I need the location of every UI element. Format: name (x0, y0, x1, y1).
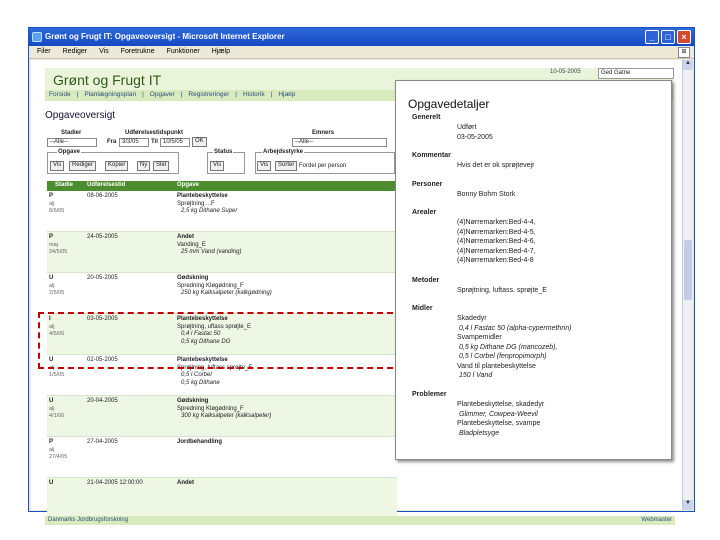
row-sub2: 8/6/05 (49, 208, 65, 214)
stadie-cell: U (49, 275, 54, 281)
task-title: Plantebeskyttelse (177, 193, 228, 199)
task-title: Andet (177, 234, 194, 240)
table-row[interactable] (47, 191, 397, 232)
fra-label: Fra (107, 139, 117, 145)
footer-org[interactable]: Danmarks Jordbrugsforskning (48, 517, 129, 523)
table-row[interactable] (47, 273, 397, 314)
page-footer (45, 516, 675, 525)
nav-hjaelp[interactable]: Hjælp (278, 91, 296, 98)
task-agent: 25 mm Vand (vanding) (181, 249, 242, 255)
task-agent-2: 0,5 kg Dithane DG (181, 339, 231, 345)
section-line: Hvis det er ok sprøjtevejr (457, 162, 535, 169)
task-agent-2: 0,5 kg Dithane (181, 380, 220, 386)
section-line: Svampemidler (457, 334, 502, 341)
stadier-label: Stadier (61, 130, 82, 136)
date-cell: 08-06-2005 (87, 193, 118, 199)
close-button[interactable]: × (677, 30, 691, 44)
footer-webmaster[interactable]: Webmaster (641, 517, 672, 523)
section-line: Skadedyr (457, 315, 487, 322)
row-sub2: 1/5/05 (49, 372, 65, 378)
menu-tools[interactable]: Funktioner (166, 48, 200, 55)
section-line: (4)Nørremarken:Bed-4-8 (457, 257, 534, 264)
date-cell: 20-04-2005 (87, 398, 118, 404)
row-sub1: alj (49, 406, 55, 412)
title-bar (29, 28, 694, 46)
menu-help[interactable]: Hjælp (211, 48, 230, 55)
page-title: Opgaveoversigt (45, 110, 116, 121)
row-sub1: alj (49, 447, 55, 453)
fra-input[interactable]: 3/3/05 (119, 138, 149, 147)
table-row[interactable] (47, 437, 397, 478)
table-row[interactable] (47, 396, 397, 437)
nav-planlaegning[interactable]: Planlægningsplan (84, 91, 137, 98)
menu-view[interactable]: Vis (99, 48, 109, 55)
task-agent: 0,5 l Corbel (181, 372, 212, 378)
task-method: Sprøjtning, uftass sprøjte_E (177, 324, 252, 330)
date-cell: 24-05-2005 (87, 234, 118, 240)
arbejd-label: Arbejdsstyrke (263, 149, 304, 155)
nav-forside[interactable]: Forside (49, 91, 71, 98)
arbejd-sorter-button[interactable]: Sorter (275, 161, 297, 171)
date-cell: 03-05-2005 (87, 316, 118, 322)
selected-row-highlight (38, 312, 423, 369)
fordel-checkbox-label[interactable]: Fordel per person (299, 163, 347, 169)
nav-opgaver[interactable]: Opgaver (149, 91, 175, 98)
section-label: Metoder (412, 277, 440, 284)
section-line: Plantebeskyttelse, skadedyr (457, 401, 545, 408)
task-method: Spredning Kløgødning_F (177, 283, 244, 289)
row-sub2: 24/5/05 (49, 249, 68, 255)
section-line: (4)Nørremarken:Bed-4-6, (457, 238, 536, 245)
site-nav: Forside | Planlægningsplan | Opgaver | Registreringer | Historik | Hjælp (45, 90, 673, 101)
emners-label: Emners (312, 130, 335, 136)
row-sub1: alj (49, 283, 55, 289)
section-line: Sprøjtning, luftass. sprøjte_E (457, 287, 547, 294)
ie-icon (32, 32, 42, 42)
section-line: Bonny Bohm Stork (457, 191, 516, 198)
section-line: 03-05-2005 (457, 133, 493, 141)
section-line: 150 l Vand (459, 372, 493, 379)
scroll-up-icon[interactable]: ▲ (683, 60, 693, 70)
stadie-cell: P (49, 439, 54, 445)
ok-button[interactable]: OK (192, 137, 207, 147)
current-date: 10-05-2005 (550, 69, 581, 75)
row-sub1: alj (49, 201, 55, 207)
til-input[interactable]: 10/5/05 (160, 138, 190, 147)
section-label: Kommentar (412, 152, 451, 159)
stadie-cell: P (49, 234, 54, 240)
opgave-rediger-button[interactable]: Rediger (69, 161, 96, 171)
section-line: 0,5 kg Dithane DG (mancozeb), (459, 343, 558, 351)
row-sub2: 27/4/05 (49, 454, 68, 460)
udfoer-label: Udførelsestidspunkt (125, 130, 184, 136)
table-row[interactable] (47, 478, 397, 519)
row-sub1: alj (49, 365, 55, 371)
til-label: Til (151, 139, 158, 145)
date-cell: 27-04-2005 (87, 439, 118, 445)
task-title: Plantebeskyttelse (177, 316, 228, 322)
status-label: Status (214, 149, 233, 155)
section-line: Glimmer, Cowpea-Weevil (459, 410, 538, 418)
task-agent: 250 kg Kalksalpeter (kalkgødning) (181, 290, 272, 296)
site-title: Grønt og Frugt IT (53, 72, 162, 88)
task-agent: 0,4 l Fastac 50 (181, 331, 221, 337)
emners-select[interactable]: --Alle-- (292, 138, 387, 147)
menu-bar (29, 46, 694, 59)
windows-logo-icon: ⊞ (678, 47, 690, 58)
stadier-select[interactable]: --Alle-- (47, 138, 97, 147)
task-agent: 2,5 kg Dithane Super (181, 208, 238, 214)
section-line: Udført (457, 124, 477, 131)
row-sub1: alj (49, 324, 55, 330)
opgave-vis-button[interactable]: Vis (50, 161, 64, 171)
menu-file[interactable]: Filer (37, 48, 51, 55)
task-method: Sprøjtning ...F (177, 201, 215, 207)
section-label: Generelt (412, 114, 441, 121)
section-line: (4)Nørremarken:Bed-4-7, (457, 247, 536, 255)
stadie-cell: U (49, 398, 54, 404)
stadie-cell: I (49, 316, 51, 322)
stadie-cell: P (49, 193, 54, 199)
row-sub2: 2/5/05 (49, 290, 65, 296)
section-line: (4)Nørremarken:Bed-4-4, (457, 219, 536, 226)
window-title: Grønt og Frugt IT: Opgaveoversigt - Microsoft Internet Explorer (45, 32, 285, 41)
row-sub1: maj (49, 242, 58, 248)
opgave-label: Opgave (58, 149, 81, 155)
section-line: (4)Nørremarken:Bed-4-5, (457, 228, 536, 236)
popup-title: Opgavedetaljer (408, 97, 490, 111)
stadie-cell: U (49, 357, 54, 363)
row-sub2: 4/1/06 (49, 413, 65, 419)
task-details-popup (395, 80, 672, 460)
status-vis-button[interactable]: Vis (210, 161, 224, 171)
vertical-scrollbar[interactable] (682, 60, 692, 510)
task-title: Andet (177, 480, 194, 486)
menu-favorites[interactable]: Foretrukne (120, 48, 155, 55)
date-cell: 02-05-2005 (87, 357, 118, 363)
nav-registreringer[interactable]: Registreringer (188, 91, 230, 98)
date-cell: 20-05-2005 (87, 275, 118, 281)
section-line: Plantebeskyttelse, svampe (457, 420, 541, 427)
scroll-down-icon[interactable]: ▼ (683, 500, 693, 510)
minimize-button[interactable]: _ (645, 30, 659, 44)
maximize-button[interactable]: □ (661, 30, 675, 44)
section-line: Vand til plantebeskyttelse (457, 362, 536, 370)
section-label: Arealer (412, 209, 437, 216)
window-buttons (645, 30, 691, 44)
task-method: Sprøjtning, luftass sprøjte_E (177, 365, 253, 371)
section-line: 0,5 l Corbel (fenpropimorph) (459, 353, 547, 360)
task-title: Jordbehandling (177, 439, 222, 445)
task-method: Spredning Kløgødning_F (177, 406, 244, 412)
task-title: Plantebeskyttelse (177, 357, 228, 363)
section-label: Problemer (412, 391, 447, 398)
scroll-thumb[interactable] (684, 240, 692, 300)
task-title: Gødskning (177, 275, 209, 281)
task-method: Vanding_E (177, 242, 206, 248)
col-stadie[interactable]: Stadie (55, 182, 74, 188)
section-label: Personer (412, 181, 443, 188)
task-title: Gødskning (177, 398, 209, 404)
col-opgave[interactable]: Opgave (177, 182, 200, 188)
section-line: 0,4 l Fastac 50 (alpha-cypermethrin) (459, 324, 572, 332)
task-agent: 300 kg Kalksalpeter (kalksalpeter) (181, 413, 272, 419)
arbejd-vis-button[interactable]: Vis (257, 161, 271, 171)
section-line: Bladpletsyge (459, 429, 500, 437)
opgave-slet-button[interactable]: Slet (153, 161, 169, 171)
date-cell: 21-04-2005 12:00:00 (87, 480, 143, 486)
nav-historik[interactable]: Historik (242, 91, 265, 98)
menu-edit[interactable]: Rediger (62, 48, 88, 55)
col-udfoer[interactable]: Udførelsestid (87, 182, 126, 188)
user-select[interactable]: Ged Gatne (598, 68, 674, 79)
opgave-kopier-button[interactable]: Kopier (105, 161, 128, 171)
section-label: Midler (412, 305, 433, 312)
table-row[interactable] (47, 232, 397, 273)
opgave-ny-button[interactable]: Ny (137, 161, 150, 171)
grid-header (47, 181, 397, 191)
row-sub2: 4/5/06 (49, 331, 65, 337)
stadie-cell: U (49, 480, 54, 486)
